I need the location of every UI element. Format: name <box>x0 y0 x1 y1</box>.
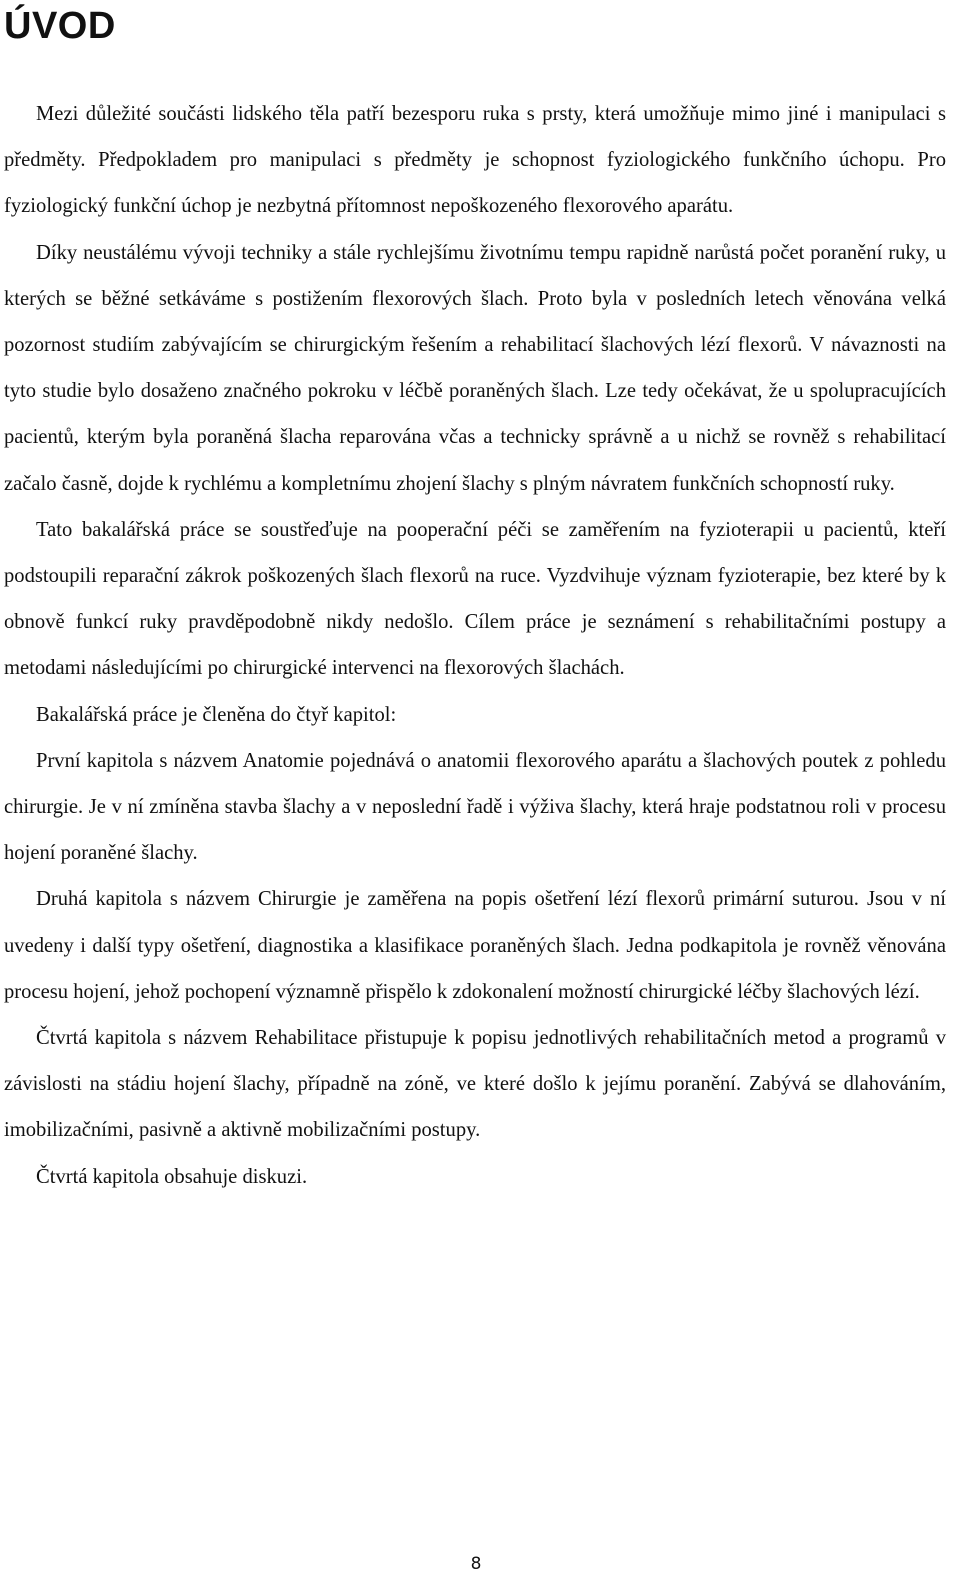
paragraph: Čtvrtá kapitola obsahuje diskuzi. <box>36 1165 308 1188</box>
paragraph: Čtvrtá kapitola s názvem Rehabilitace přistupuje k popisu jednotlivých rehabilitačních metod a programů v závislosti na stádiu hojení šlachy, případně na zóně, ve které došlo k jejímu poranění. Zabývá se dlahováním, imobilizačními, pasivně a aktivně mobilizačními postupy. <box>4 1027 946 1142</box>
paragraph: Tato bakalářská práce se soustřeďuje na pooperační péči se zaměřením na fyzioterapii u pacientů, kteří podstoupili reparační zákrok poškozených šlach flexorů na ruce. Vyzdvihuje význam fyzioterapie, bez které by k obnově funkcí ruky pravděpodobně nikdy nedošlo. Cílem práce je seznámení s rehabilitačními postupy a metodami následujícími po chirurgické intervenci na flexorových šlachách. <box>4 518 946 680</box>
paragraph: Druhá kapitola s názvem Chirurgie je zaměřena na popis ošetření lézí flexorů primární suturou. Jsou v ní uvedeny i další typy ošetření, diagnostika a klasifikace poraněných šlach. Jedna podkapitola je rovněž věnována procesu hojení, jehož pochopení významně přispělo k zdokonalení možností chirurgické léčby šlachových lézí. <box>4 888 946 1003</box>
paragraph: První kapitola s názvem Anatomie pojednává o anatomii flexorového aparátu a šlachových poutek z pohledu chirurgie. Je v ní zmíněna stavba šlachy a v neposlední řadě i výživa šlachy, která hraje podstatnou roli v procesu hojení poraněné šlachy. <box>4 749 946 865</box>
paragraph: Mezi důležité součásti lidského těla patří bezesporu ruka s prsty, která umožňuje mimo jiné i manipulaci s předměty. Předpokladem pro manipulaci s předměty je schopnost fyziologického funkčního úchopu. Pro fyziologický funkční úchop je nezbytná přítomnost nepoškozeného flexorového aparátu. <box>4 103 946 218</box>
chapter-heading: ÚVOD <box>4 5 116 47</box>
paragraph: Díky neustálému vývoji techniky a stále rychlejšímu životnímu tempu rapidně narůstá počet poranění ruky, u kterých se běžné setkáváme s postižením flexorových šlach. Proto byla v posledních letech věnována velká pozornost studiím zabývajícím se chirurgickým řešením a rehabilitací šlachových lézí flexorů. V návaznosti na tyto studie bylo dosaženo značného pokroku v léčbě poraněných šlach. Lze tedy očekávat, že u spolupracujících pacientů, kterým byla poraněná šlacha reparována včas a technicky správně a u nichž se rovněž s rehabilitací začalo časně, dojde k rychlému a kompletnímu zhojení šlachy s plným návratem funkčních schopností ruky. <box>4 241 946 495</box>
page-number: 8 <box>470 1554 482 1574</box>
body-text <box>4 91 946 1200</box>
paragraph: Bakalářská práce je členěna do čtyř kapitol: <box>36 703 397 726</box>
